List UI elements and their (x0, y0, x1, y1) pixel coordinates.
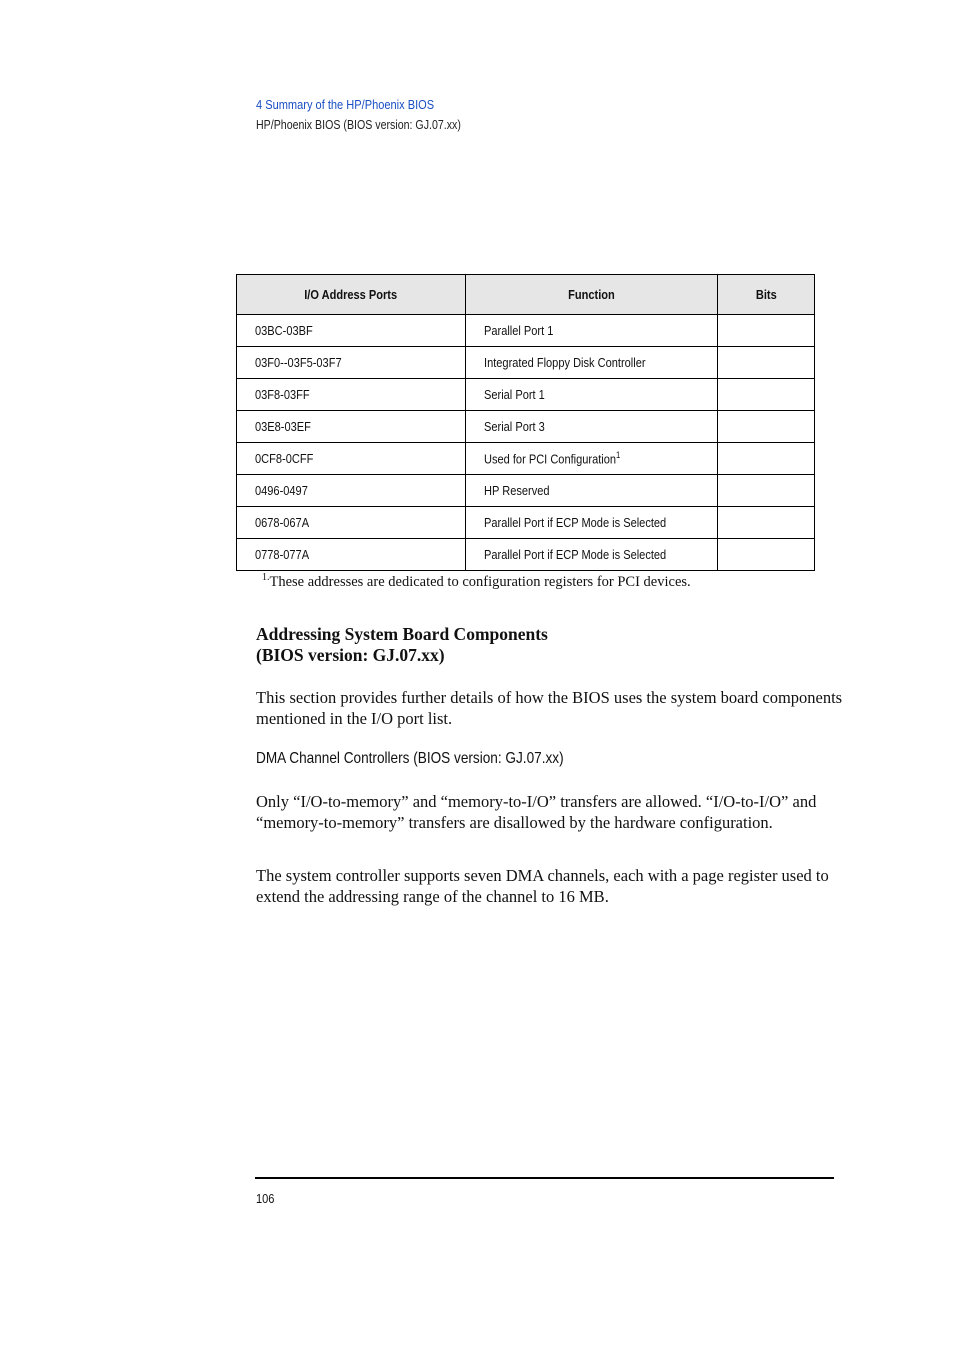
port-cell: 03E8-03EF (237, 411, 466, 443)
column-header-function: Function (465, 275, 717, 315)
bits-cell (717, 315, 814, 347)
port-cell: 0778-077A (237, 539, 466, 571)
table-row (237, 347, 815, 379)
port-cell: 03F8-03FF (237, 379, 466, 411)
function-cell: Integrated Floppy Disk Controller (465, 347, 717, 379)
dma-subheading: DMA Channel Controllers (BIOS version: GJ.07.xx) (256, 750, 564, 767)
footer-rule (255, 1177, 834, 1179)
port-cell: 03BC-03BF (237, 315, 466, 347)
chapter-title[interactable]: 4 Summary of the HP/Phoenix BIOS (256, 97, 435, 112)
function-text: Used for PCI Configuration (483, 451, 616, 467)
table-row (237, 379, 815, 411)
bits-cell (717, 443, 814, 475)
section-heading (256, 624, 816, 666)
table-row (237, 475, 815, 507)
footnote-text: These addresses are dedicated to configuration registers for PCI devices. (269, 574, 691, 590)
port-cell: 0CF8-0CFF (237, 443, 466, 475)
function-cell: Parallel Port 1 (465, 315, 717, 347)
port-cell: 03F0--03F5-03F7 (237, 347, 466, 379)
section-heading-line1: Addressing System Board Components (256, 624, 548, 644)
dma-paragraph-2: The system controller supports seven DMA channels, each with a page register used to extend the addressing range of the channel to 16 MB. (256, 866, 829, 906)
column-header-ports: I/O Address Ports (237, 275, 466, 315)
bits-cell (717, 539, 814, 571)
running-header (256, 96, 497, 134)
footnote-ref: 1 (615, 450, 620, 461)
table-row (237, 507, 815, 539)
function-cell: Parallel Port if ECP Mode is Selected (465, 539, 717, 571)
section-heading-line2: (BIOS version: GJ.07.xx) (256, 645, 445, 665)
dma-paragraph-1: Only “I/O-to-memory” and “memory-to-I/O” transfers are allowed. “I/O-to-I/O” and “memory-to-memory” transfers are disallowed by the hardware configuration. (256, 792, 817, 832)
table-row (237, 539, 815, 571)
column-header-bits: Bits (717, 275, 814, 315)
table-row (237, 443, 815, 475)
bits-cell (717, 379, 814, 411)
running-subtitle: HP/Phoenix BIOS (BIOS version: GJ.07.xx) (256, 118, 461, 132)
function-cell: Parallel Port if ECP Mode is Selected (465, 507, 717, 539)
bits-cell (717, 347, 814, 379)
intro-paragraph: This section provides further details of how the BIOS uses the system board components mentioned in the I/O port list. (256, 688, 843, 728)
page-number: 106 (256, 1191, 275, 1206)
bits-cell (717, 475, 814, 507)
function-cell: Serial Port 1 (465, 379, 717, 411)
port-cell: 0678-067A (237, 507, 466, 539)
table-row (237, 411, 815, 443)
table-row (237, 315, 815, 347)
function-cell (465, 443, 717, 475)
function-cell: HP Reserved (465, 475, 717, 507)
function-cell: Serial Port 3 (465, 411, 717, 443)
io-address-table (236, 274, 815, 571)
footnote-marker: 1. (262, 572, 270, 583)
bits-cell (717, 411, 814, 443)
table-footnote (262, 572, 691, 591)
port-cell: 0496-0497 (237, 475, 466, 507)
bits-cell (717, 507, 814, 539)
table-header-row (237, 275, 815, 315)
